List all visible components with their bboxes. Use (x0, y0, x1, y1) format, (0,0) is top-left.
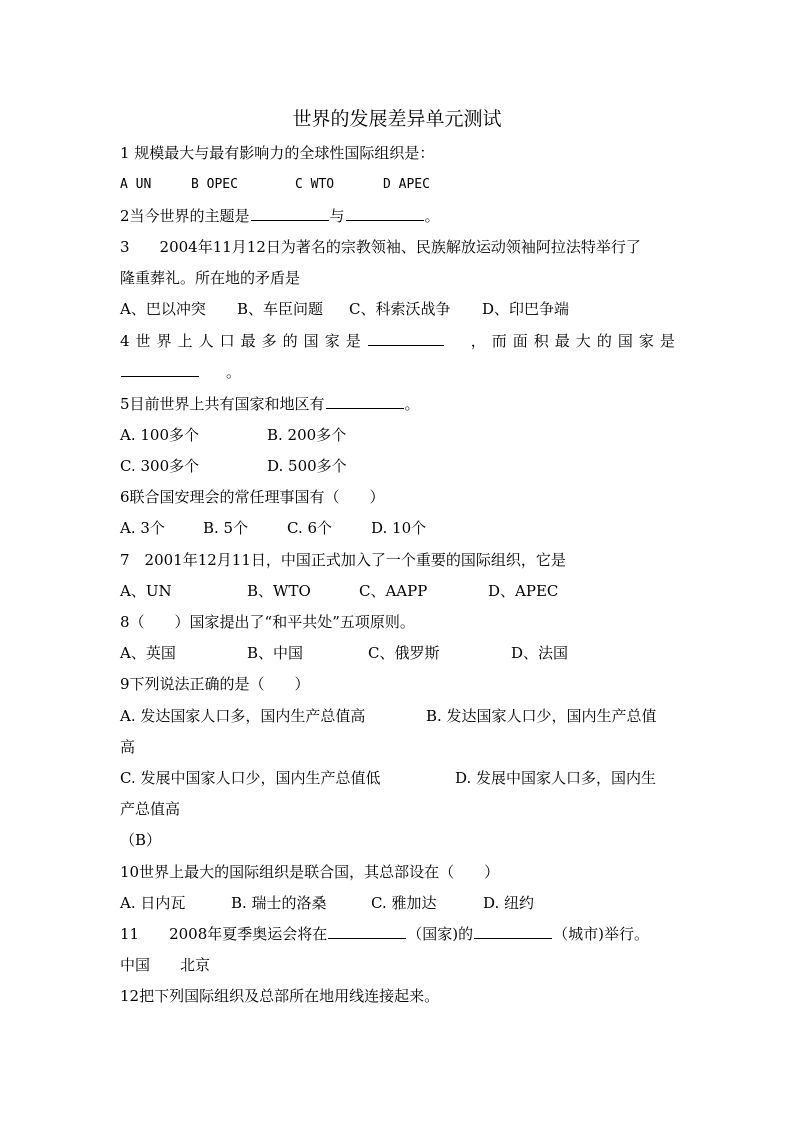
question-4-line-2 (120, 362, 241, 382)
question-3-line-2: 隆重葬礼。所在地的矛盾是 (120, 269, 301, 287)
page-title: 世界的发展差异单元测试 (292, 108, 502, 130)
q5-option-c: C. 300多个 (120, 457, 200, 475)
q6-option-c: C. 6个 (287, 519, 333, 537)
q2-blank-1 (251, 206, 329, 221)
q5-option-b: B. 200多个 (267, 426, 347, 444)
q5-text-pre: 5目前世界上共有国家和地区有 (120, 395, 325, 413)
q8-option-d: D、法国 (511, 644, 569, 662)
question-5 (120, 394, 420, 414)
q4-char: 而 (491, 332, 507, 350)
q6-option-d: D. 10个 (371, 519, 427, 537)
q9-option-b-cont: 高 (120, 738, 136, 756)
q4-char: 积 (533, 332, 549, 350)
q4-blank-1 (368, 331, 444, 346)
q3-option-d: D、印巴争端 (482, 300, 570, 318)
q3-option-c: C、科索沃战争 (349, 300, 451, 318)
q7-option-b: B、WTO (247, 582, 311, 600)
question-11 (120, 924, 649, 944)
q4-char: 国 (617, 332, 633, 350)
q10-option-a: A. 日内瓦 (120, 894, 186, 912)
q2-text-post: 。 (424, 207, 440, 225)
q4-char: 人 (198, 332, 214, 350)
q6-option-a: A. 3个 (120, 519, 165, 537)
question-6-stem: 6联合国安理会的常任理事国有（ ） (120, 488, 385, 506)
q11-blank-1 (328, 924, 406, 939)
q4-char: 家 (324, 332, 340, 350)
q7-option-c: C、AAPP (359, 582, 428, 600)
q5-option-a: A. 100多个 (120, 426, 199, 444)
q9-option-d-cont: 产总值高 (120, 800, 181, 818)
q9-option-c: C. 发展中国家人口少，国内生产总值低 (120, 769, 381, 787)
q1-option-a: A UN (120, 177, 152, 192)
q4-char: 是 (345, 332, 361, 350)
q2-text-pre: 2当今世界的主题是 (120, 207, 250, 225)
q8-option-b: B、中国 (247, 644, 304, 662)
q4-char: 多 (261, 332, 277, 350)
q1-option-c: C WTO (295, 177, 335, 192)
q1-option-b: B OPEC (191, 177, 238, 192)
q7-option-a: A、UN (120, 582, 172, 600)
question-9-stem: 9下列说法正确的是（ ） (120, 675, 310, 693)
q4-char: 的 (596, 332, 612, 350)
q5-option-d: D. 500多个 (267, 457, 347, 475)
q4-char: 世 (135, 332, 151, 350)
q4-char: 家 (638, 332, 654, 350)
question-2 (120, 206, 440, 226)
q8-option-c: C、俄罗斯 (368, 644, 440, 662)
q4-gap (451, 331, 465, 351)
q11-text-post: （城市)举行。 (553, 925, 649, 943)
question-1-stem: 1 规模最大与最有影响力的全球性国际组织是： (120, 144, 435, 162)
q4-char: 国 (303, 332, 319, 350)
q2-text-mid: 与 (329, 207, 345, 225)
q4-char: ， (470, 332, 486, 350)
q4-char: 最 (240, 332, 256, 350)
q4-char: 的 (282, 332, 298, 350)
q4-char: 最 (554, 332, 570, 350)
question-7-stem: 7 2001年12月11日，中国正式加入了一个重要的国际组织，它是 (120, 551, 566, 569)
q8-option-a: A、英国 (120, 644, 176, 662)
q7-option-d: D、APEC (488, 582, 559, 600)
q3-option-a: A、巴以冲突 (120, 300, 206, 318)
q11-blank-2 (474, 924, 552, 939)
q10-option-c: C. 雅加达 (371, 894, 437, 912)
question-4-line-1 (120, 331, 675, 351)
q1-option-d: D APEC (383, 177, 430, 192)
q9-option-a: A. 发达国家人口多，国内生产总值高 (120, 707, 366, 725)
question-10-stem: 10世界上最大的国际组织是联合国，其总部设在（ ） (120, 863, 500, 881)
question-8-stem: 8（ ）国家提出了“和平共处”五项原则。 (120, 613, 415, 631)
q6-option-b: B. 5个 (203, 519, 249, 537)
q9-option-b: B. 发达国家人口少，国内生产总值 (426, 707, 657, 725)
q9-answer: （B） (120, 831, 162, 849)
q5-blank (326, 394, 404, 409)
q10-option-b: B. 瑞士的洛桑 (231, 894, 327, 912)
q11-text-pre: 11 2008年夏季奥运会将在 (120, 925, 328, 943)
q4-blank-2 (121, 362, 199, 377)
q3-option-b: B、车臣问题 (237, 300, 324, 318)
q11-answer: 中国 北京 (120, 956, 211, 974)
q2-blank-2 (346, 206, 424, 221)
q4-char: 是 (659, 332, 675, 350)
q4-char: 面 (512, 332, 528, 350)
q11-text-mid: （国家)的 (407, 925, 474, 943)
q4-char: 上 (177, 332, 193, 350)
q9-option-d: D. 发展中国家人口多，国内生 (455, 769, 657, 787)
question-3-line-1: 3 2004年11月12日为著名的宗教领袖、民族解放运动领袖阿拉法特举行了 (120, 238, 641, 256)
question-12-stem: 12把下列国际组织及总部所在地用线连接起来。 (120, 987, 440, 1005)
q4-line-2-end: 。 (226, 363, 242, 381)
q4-char: 4 (120, 332, 130, 350)
q4-char: 口 (219, 332, 235, 350)
q5-text-post: 。 (404, 395, 420, 413)
q4-char: 界 (156, 332, 172, 350)
q10-option-d: D. 纽约 (483, 894, 535, 912)
q4-char: 大 (575, 332, 591, 350)
